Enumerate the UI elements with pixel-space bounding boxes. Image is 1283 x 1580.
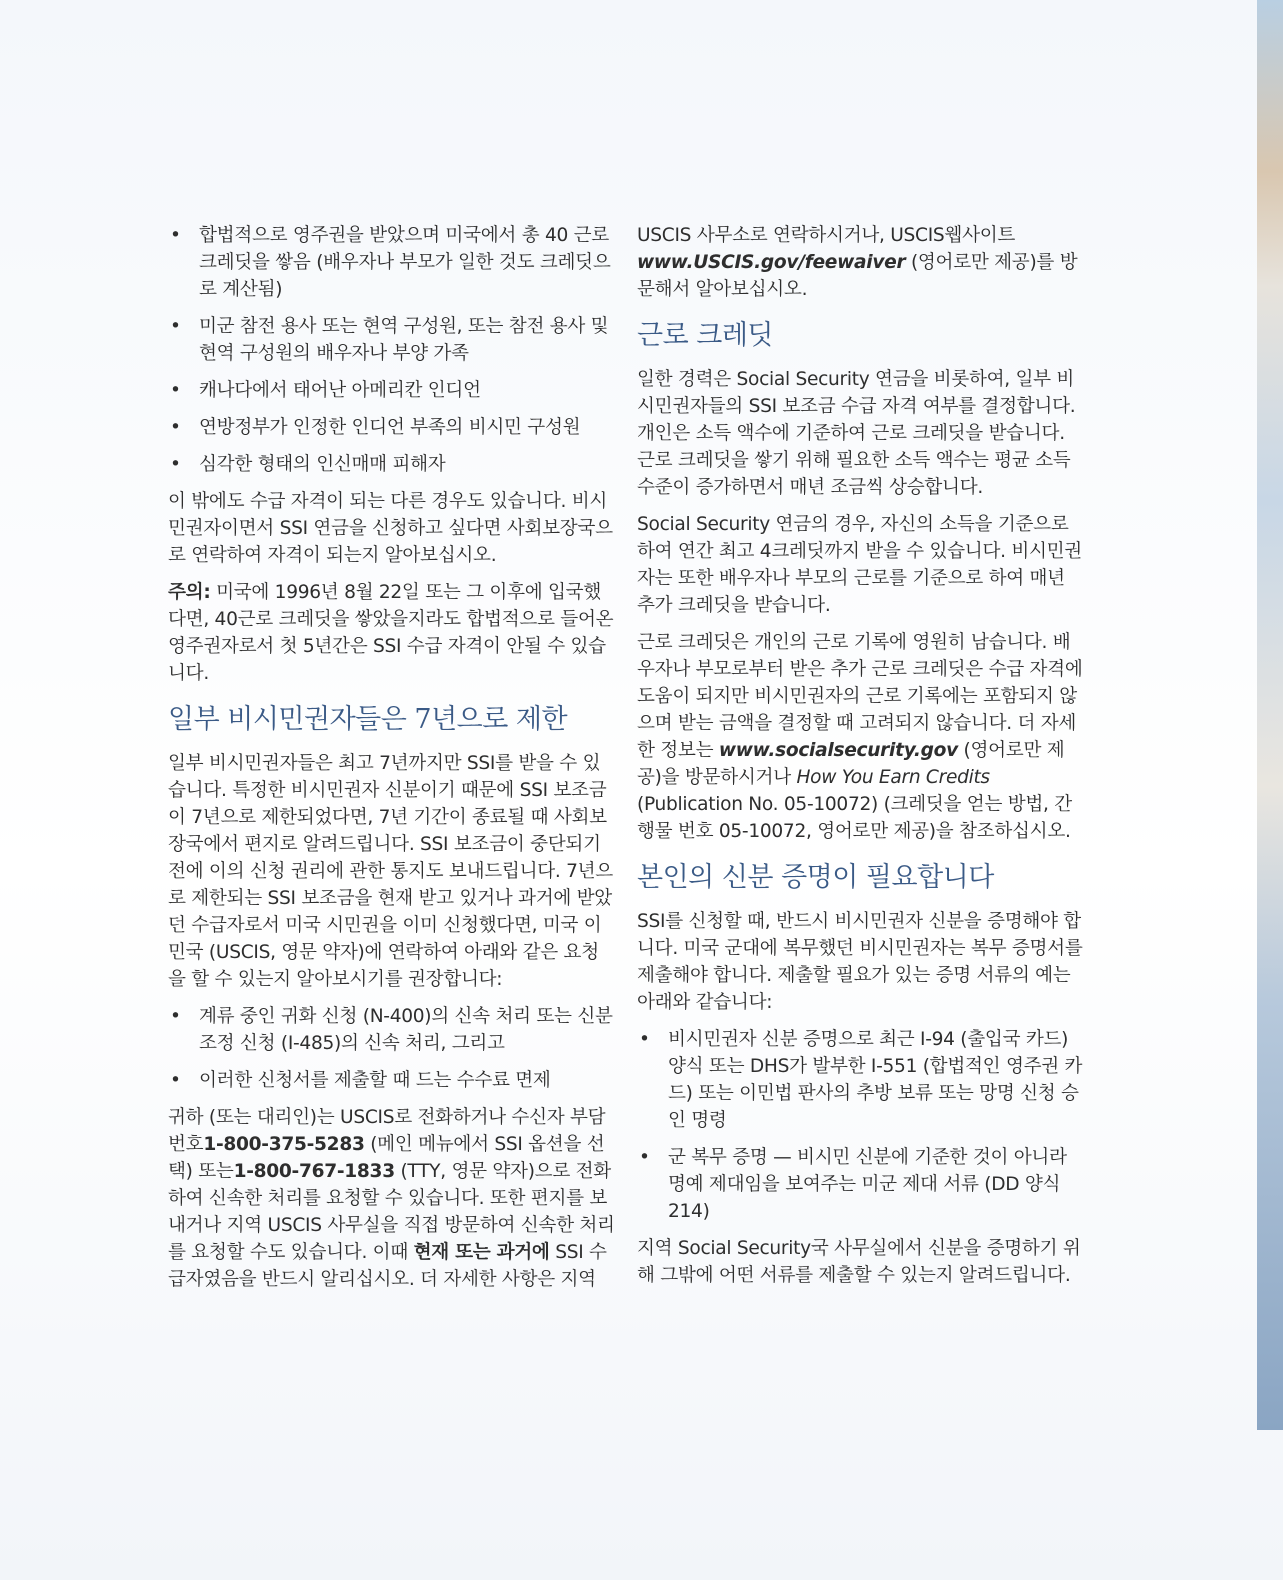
- ssa-link[interactable]: www.socialsecurity.gov: [718, 740, 958, 761]
- text-segment: (메인 메뉴에서 SSI 옵션을 선택) 또는: [168, 1134, 605, 1182]
- paragraph: Social Security 연금의 경우, 자신의 소득을 기준으로 하여 연간 최고 4크레딧까지 받을 수 있습니다. 비시민권자는 또한 배우자나 부모의 근로를 기준으로 하여 매년 추가 크레딧을 받습니다.: [637, 514, 1082, 616]
- text-segment: (영어로만 제공)을 방문하시거나: [637, 740, 1065, 788]
- text-segment: (Publication No. 05-10072) (크레딧을 얻는 방법, 간행물 번호 05-10072, 영어로만 제공)을 참조하십시오.: [637, 794, 1072, 842]
- tty-phone-number: 1-800-767-1833: [233, 1161, 395, 1182]
- text-segment: (영어로만 제공)를 방문해서 알아보십시오.: [637, 252, 1078, 300]
- list-item: • 합법적으로 영주권을 받았으며 미국에서 총 40 근로 크레딧을 쌓음 (배우자나 부모가 일한 것도 크레딧으로 계산됨): [168, 222, 616, 303]
- note-label: 주의:: [168, 582, 211, 603]
- list-item: • 비시민권자 신분 증명으로 최근 I-94 (출입국 카드) 양식 또는 DHS가 발부한 I-551 (합법적인 영주권 카드) 또는 이민법 판사의 추방 보류 또는 망명 신청 승인 명령: [637, 1026, 1087, 1134]
- text-segment: USCIS 사무소로 연락하시거나, USCIS웹사이트: [637, 225, 1016, 246]
- paragraph: [637, 629, 1087, 845]
- paragraph: 이 밖에도 수급 자격이 되는 다른 경우도 있습니다. 비시민권자이면서 SSI 연금을 신청하고 싶다면 사회보장국으로 연락하여 자격이 되는지 알아보십시오.: [168, 491, 613, 566]
- right-column: [637, 222, 1087, 1299]
- section-heading: 일부 비시민권자들은 7년으로 제한: [168, 704, 568, 735]
- text-segment: 근로 크레딧은 개인의 근로 기록에 영원히 남습니다. 배우자나 부모로부터 받은 추가 근로 크레딧은 수급 자격에 도움이 되지만 비시민권자의 근로 기록에는 포함되지 않으며 받는 금액을 결정할 때 고려되지 않습니다. 더 자세한 정보는: [637, 632, 1083, 761]
- paragraph: 일부 비시민권자들은 최고 7년까지만 SSI를 받을 수 있습니다. 특정한 비시민권자 신분이기 때문에 SSI 보조금이 7년으로 제한되었다면, 7년 기간이 종료될 때 사회보장국에서 편지로 알려드립니다. SSI 보조금이 중단되기 전에 이의 신청 권리에 관한 통지도 보내드립니다. 7년으로 제한되는 SSI 보조금을 현재 받고 있거나 과거에 받았던 수급자로서 미국 시민권을 이미 신청했다면, 미국 이민국 (USCIS, 영문 약자)에 연락하여 아래와 같은 요청을 할 수 있는지 알아보시기를 권장합니다:: [168, 753, 613, 990]
- list-item: • 심각한 형태의 인신매매 피해자: [168, 451, 616, 478]
- section-heading: 본인의 신분 증명이 필요합니다: [637, 862, 994, 893]
- text-segment: (TTY, 영문 약자)으로 전화하여 신속한 처리를 요청할 수 있습니다. 또한 편지를 보내거나 지역 USCIS 사무실을 직접 방문하여 신속한 처리를 요청할 수도 있습니다. 이때: [168, 1161, 615, 1263]
- text-segment: 귀하 (또는 대리인)는 USCIS로 전화하거나 수신자 부담 번호: [168, 1107, 606, 1155]
- paragraph: 지역 Social Security국 사무실에서 신분을 증명하기 위해 그밖에 어떤 서류를 제출할 수 있는지 알려드립니다.: [637, 1238, 1081, 1286]
- background-photo-edge: [1257, 0, 1283, 1430]
- publication-title: How You Earn Credits: [796, 767, 990, 788]
- phone-number: 1-800-375-5283: [203, 1134, 365, 1155]
- paragraph: 일한 경력은 Social Security 연금을 비롯하여, 일부 비시민권자들의 SSI 보조금 수급 자격 여부를 결정합니다. 개인은 소득 액수에 기준하여 근로 크레딧을 받습니다. 근로 크레딧을 쌓기 위해 필요한 소득 액수는 평균 소득 수준이 증가하면서 매년 조금씩 상승합니다.: [637, 369, 1076, 498]
- note-text: 미국에 1996년 8월 22일 또는 그 이후에 입국했다면, 40근로 크레딧을 쌓았을지라도 합법적으로 들어온 영주권자로서 첫 5년간은 SSI 수급 자격이 안될 수 있습니다.: [168, 582, 614, 684]
- document-list: [637, 1026, 1087, 1225]
- list-item: • 연방정부가 인정한 인디언 부족의 비시민 구성원: [168, 414, 616, 441]
- note-paragraph: [168, 579, 616, 687]
- list-item: • 이러한 신청서를 제출할 때 드는 수수료 면제: [168, 1067, 616, 1094]
- list-item: • 계류 중인 귀화 신청 (N-400)의 신속 처리 또는 신분 조정 신청 (I-485)의 신속 처리, 그리고: [168, 1003, 616, 1057]
- eligibility-list: [168, 222, 616, 478]
- emphasis-text: 현재 또는 과거에: [413, 1242, 550, 1263]
- left-column: [168, 222, 616, 1303]
- contact-paragraph: [168, 1104, 616, 1293]
- request-list: [168, 1003, 616, 1094]
- list-item: • 캐나다에서 태어난 아메리칸 인디언: [168, 377, 616, 404]
- text-segment: SSI 수급자였음을 반드시 알리십시오. 더 자세한 사항은 지역: [168, 1242, 607, 1290]
- paragraph: SSI를 신청할 때, 반드시 비시민권자 신분을 증명해야 합니다. 미국 군대에 복무했던 비시민권자는 복무 증명서를 제출해야 합니다. 제출할 필요가 있는 증명 서류의 예는 아래와 같습니다:: [637, 911, 1083, 1013]
- uscis-link[interactable]: www.USCIS.gov/feewaiver: [637, 252, 906, 273]
- paragraph: [637, 222, 1087, 303]
- section-heading: 근로 크레딧: [637, 320, 773, 351]
- list-item: • 군 복무 증명 — 비시민 신분에 기준한 것이 아니라 명예 제대임을 보여주는 미군 제대 서류 (DD 양식 214): [637, 1144, 1087, 1225]
- list-item: • 미군 참전 용사 또는 현역 구성원, 또는 참전 용사 및 현역 구성원의 배우자나 부양 가족: [168, 313, 616, 367]
